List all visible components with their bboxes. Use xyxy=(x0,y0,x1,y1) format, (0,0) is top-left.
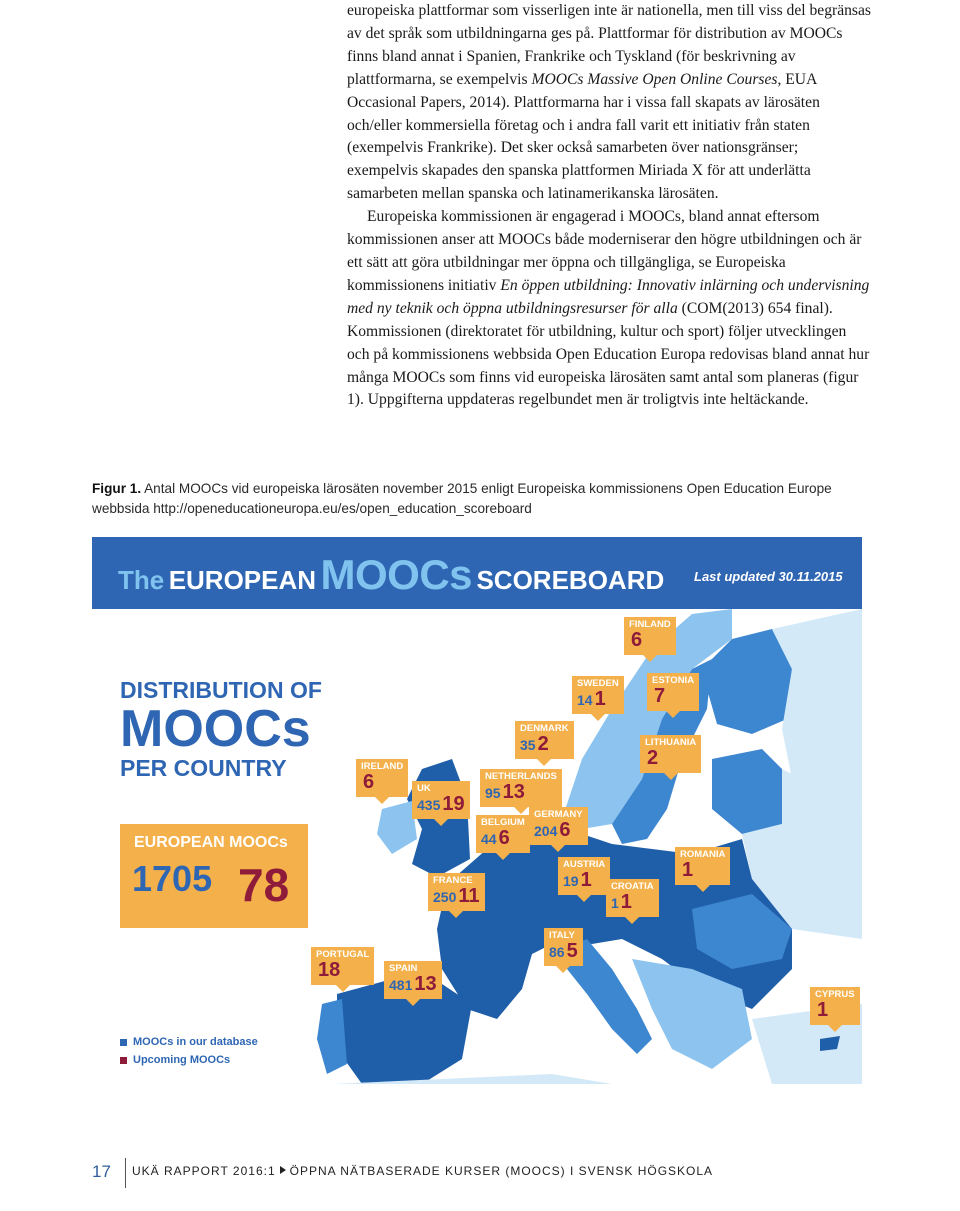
moocs-scoreboard-figure xyxy=(92,537,862,1084)
banner-title xyxy=(118,551,664,599)
banner-moocs: MOOCs xyxy=(320,551,473,598)
country-name: ESTONIA xyxy=(652,675,695,686)
upcoming-value: 6 xyxy=(363,771,375,793)
upcoming-value: 2 xyxy=(647,747,659,769)
database-value: 14 xyxy=(577,692,593,708)
database-value: 44 xyxy=(481,831,497,847)
upcoming-value: 6 xyxy=(631,629,643,651)
p1-run-3: , EUA Occasional Papers, 2014). Plattformarna har i vissa fall skapats av lärosäten och/eller kommersiella företag och i andra fall varit ett initiativ från staten (exempelvis Frankrike). Det sker också samarbeten över nationsgränser; exempelvis skapades den spanska plattformen Miriada X för att underlätta samarbeten mellan spanska och latinamerikanska lärosäten. xyxy=(347,70,820,203)
country-name: AUSTRIA xyxy=(563,859,606,870)
body-text xyxy=(347,0,872,412)
upcoming-value: 6 xyxy=(559,819,571,841)
database-value: 435 xyxy=(417,797,441,813)
country-name: CROATIA xyxy=(611,881,654,892)
country-tag-sweden xyxy=(572,676,624,714)
footer-divider xyxy=(125,1158,126,1188)
upcoming-value: 13 xyxy=(502,781,525,803)
country-name: SPAIN xyxy=(389,963,418,974)
european-total-label: EUROPEAN MOOCs xyxy=(134,834,288,851)
country-tag-germany xyxy=(529,807,588,845)
database-value: 86 xyxy=(549,944,565,960)
country-tag-belgium xyxy=(476,815,530,853)
legend-upcoming-label: Upcoming MOOCs xyxy=(133,1054,231,1066)
distribution-heading xyxy=(120,677,322,781)
ireland-region xyxy=(377,801,417,854)
caption-label: Figur 1. xyxy=(92,481,142,496)
european-total-database: 1705 xyxy=(132,858,213,899)
paragraph-2 xyxy=(347,206,872,412)
country-tag-netherlands xyxy=(480,769,562,807)
upcoming-value: 5 xyxy=(566,940,578,962)
p1-run-2: MOOCs Massive Open Online Courses xyxy=(531,70,778,88)
portugal-region xyxy=(317,999,347,1074)
database-value: 250 xyxy=(433,889,457,905)
legend-upcoming xyxy=(120,1051,258,1069)
country-tag-italy xyxy=(544,928,583,966)
european-total-upcoming: 78 xyxy=(238,859,290,911)
footer-report: UKÄ RAPPORT 2016:1 xyxy=(132,1164,276,1178)
baltics-region xyxy=(712,749,782,834)
map-legend xyxy=(120,1033,258,1069)
country-tag-romania xyxy=(675,847,730,885)
upcoming-value: 1 xyxy=(580,869,592,891)
footer-text xyxy=(132,1164,713,1178)
country-name: IRELAND xyxy=(361,761,404,772)
p2-run-3: (COM(2013) 654 final). Kommissionen (direktoratet för utbildning, kultur och sport) följer utvecklingen och på kommissionens webbsida Open Education Europa redovisas bland annat hur många MOOCs som finns vid europeiska lärosäten samt antal som planeras (figur 1). Uppgifterna uppdateras regelbundet men är troligtvis inte heltäckande. xyxy=(347,299,870,409)
upcoming-value: 11 xyxy=(458,885,480,907)
paragraph-1 xyxy=(347,0,872,206)
country-name: ITALY xyxy=(549,930,575,941)
page-number: 17 xyxy=(92,1162,111,1181)
banner-the: The xyxy=(118,565,165,595)
upcoming-value: 2 xyxy=(537,733,549,755)
figure-caption xyxy=(92,479,862,518)
banner-european: EUROPEAN xyxy=(168,565,317,595)
caption-text: Antal MOOCs vid europeiska lärosäten november 2015 enligt Europeiska kommissionens Open Education Europe webbsida http://openeducationeuropa.eu/es/open_education_scoreboard xyxy=(92,481,832,516)
footer-title: ÖPPNA NÄTBASERADE KURSER (MOOCS) I SVENSK HÖGSKOLA xyxy=(289,1164,714,1178)
upcoming-value: 1 xyxy=(594,688,606,710)
country-tag-estonia xyxy=(647,673,699,711)
upcoming-value: 19 xyxy=(442,793,465,815)
country-name: CYPRUS xyxy=(815,989,855,1000)
distribution-line-2: MOOCs xyxy=(120,700,311,758)
country-name: UK xyxy=(417,783,431,794)
p2-run-2: En öppen utbildning: Innovativ inlärning och undervisning med ny teknik och öppna utbildningsresurser för alla xyxy=(347,276,870,317)
country-tag-denmark xyxy=(515,721,574,759)
p1-run-1: europeiska plattformar som visserligen inte är nationella, men till viss del begränsas av det språk som utbildningarna ges på. Plattformar för distribution av MOOCs finns bland annat i Spanien, Frankrike och Tyskland (för beskrivning av plattformarna, se exempelvis xyxy=(347,2,871,88)
country-tag-cyprus xyxy=(810,987,860,1025)
country-tag-ireland xyxy=(356,759,408,797)
scoreboard-banner xyxy=(92,537,862,609)
country-tag-uk xyxy=(412,781,470,819)
country-tag-spain xyxy=(384,961,442,999)
country-tag-france xyxy=(428,873,485,911)
country-tag-lithuania xyxy=(640,735,701,773)
footer-arrow-icon xyxy=(280,1166,286,1174)
p2-run-1: Europeiska kommissionen är engagerad i MOOCs, bland annat eftersom kommissionen anser att MOOCs både moderniserar den högre utbildningen och är ett sätt att göra utbildningar mer öppna och tillgängliga, se Europeiska kommissionens initiativ xyxy=(347,208,862,294)
database-value: 95 xyxy=(485,785,501,801)
country-name: FINLAND xyxy=(629,619,671,630)
country-name: NETHERLANDS xyxy=(485,771,557,782)
database-value: 19 xyxy=(563,873,579,889)
upcoming-value: 13 xyxy=(414,973,437,995)
legend-database-swatch xyxy=(120,1039,127,1046)
legend-database xyxy=(120,1033,258,1051)
upcoming-value: 6 xyxy=(498,827,510,849)
country-tag-austria xyxy=(558,857,610,895)
country-name: GERMANY xyxy=(534,809,583,820)
upcoming-value: 7 xyxy=(654,685,666,707)
country-name: PORTUGAL xyxy=(316,949,370,960)
country-tag-finland xyxy=(624,617,676,655)
country-name: LITHUANIA xyxy=(645,737,697,748)
upcoming-value: 18 xyxy=(318,959,341,981)
european-total-box xyxy=(120,824,308,928)
country-name: ROMANIA xyxy=(680,849,726,860)
database-value: 481 xyxy=(389,977,413,993)
page-footer xyxy=(92,1158,872,1186)
legend-upcoming-swatch xyxy=(120,1057,127,1064)
upcoming-value: 1 xyxy=(620,891,632,913)
distribution-line-1: DISTRIBUTION OF xyxy=(120,677,322,703)
upcoming-value: 1 xyxy=(817,999,829,1021)
database-value: 35 xyxy=(520,737,536,753)
distribution-line-3: PER COUNTRY xyxy=(120,755,287,781)
legend-database-label: MOOCs in our database xyxy=(133,1036,258,1048)
country-name: SWEDEN xyxy=(577,678,619,689)
upcoming-value: 1 xyxy=(682,859,694,881)
country-name: BELGIUM xyxy=(481,817,525,828)
country-tag-portugal xyxy=(311,947,374,985)
database-value: 204 xyxy=(534,823,558,839)
country-name: FRANCE xyxy=(433,875,473,886)
last-updated: Last updated 30.11.2015 xyxy=(694,569,843,584)
banner-scoreboard: SCOREBOARD xyxy=(476,565,665,595)
country-tag-croatia xyxy=(606,879,659,917)
country-name: DENMARK xyxy=(520,723,569,734)
database-value: 1 xyxy=(611,895,619,911)
